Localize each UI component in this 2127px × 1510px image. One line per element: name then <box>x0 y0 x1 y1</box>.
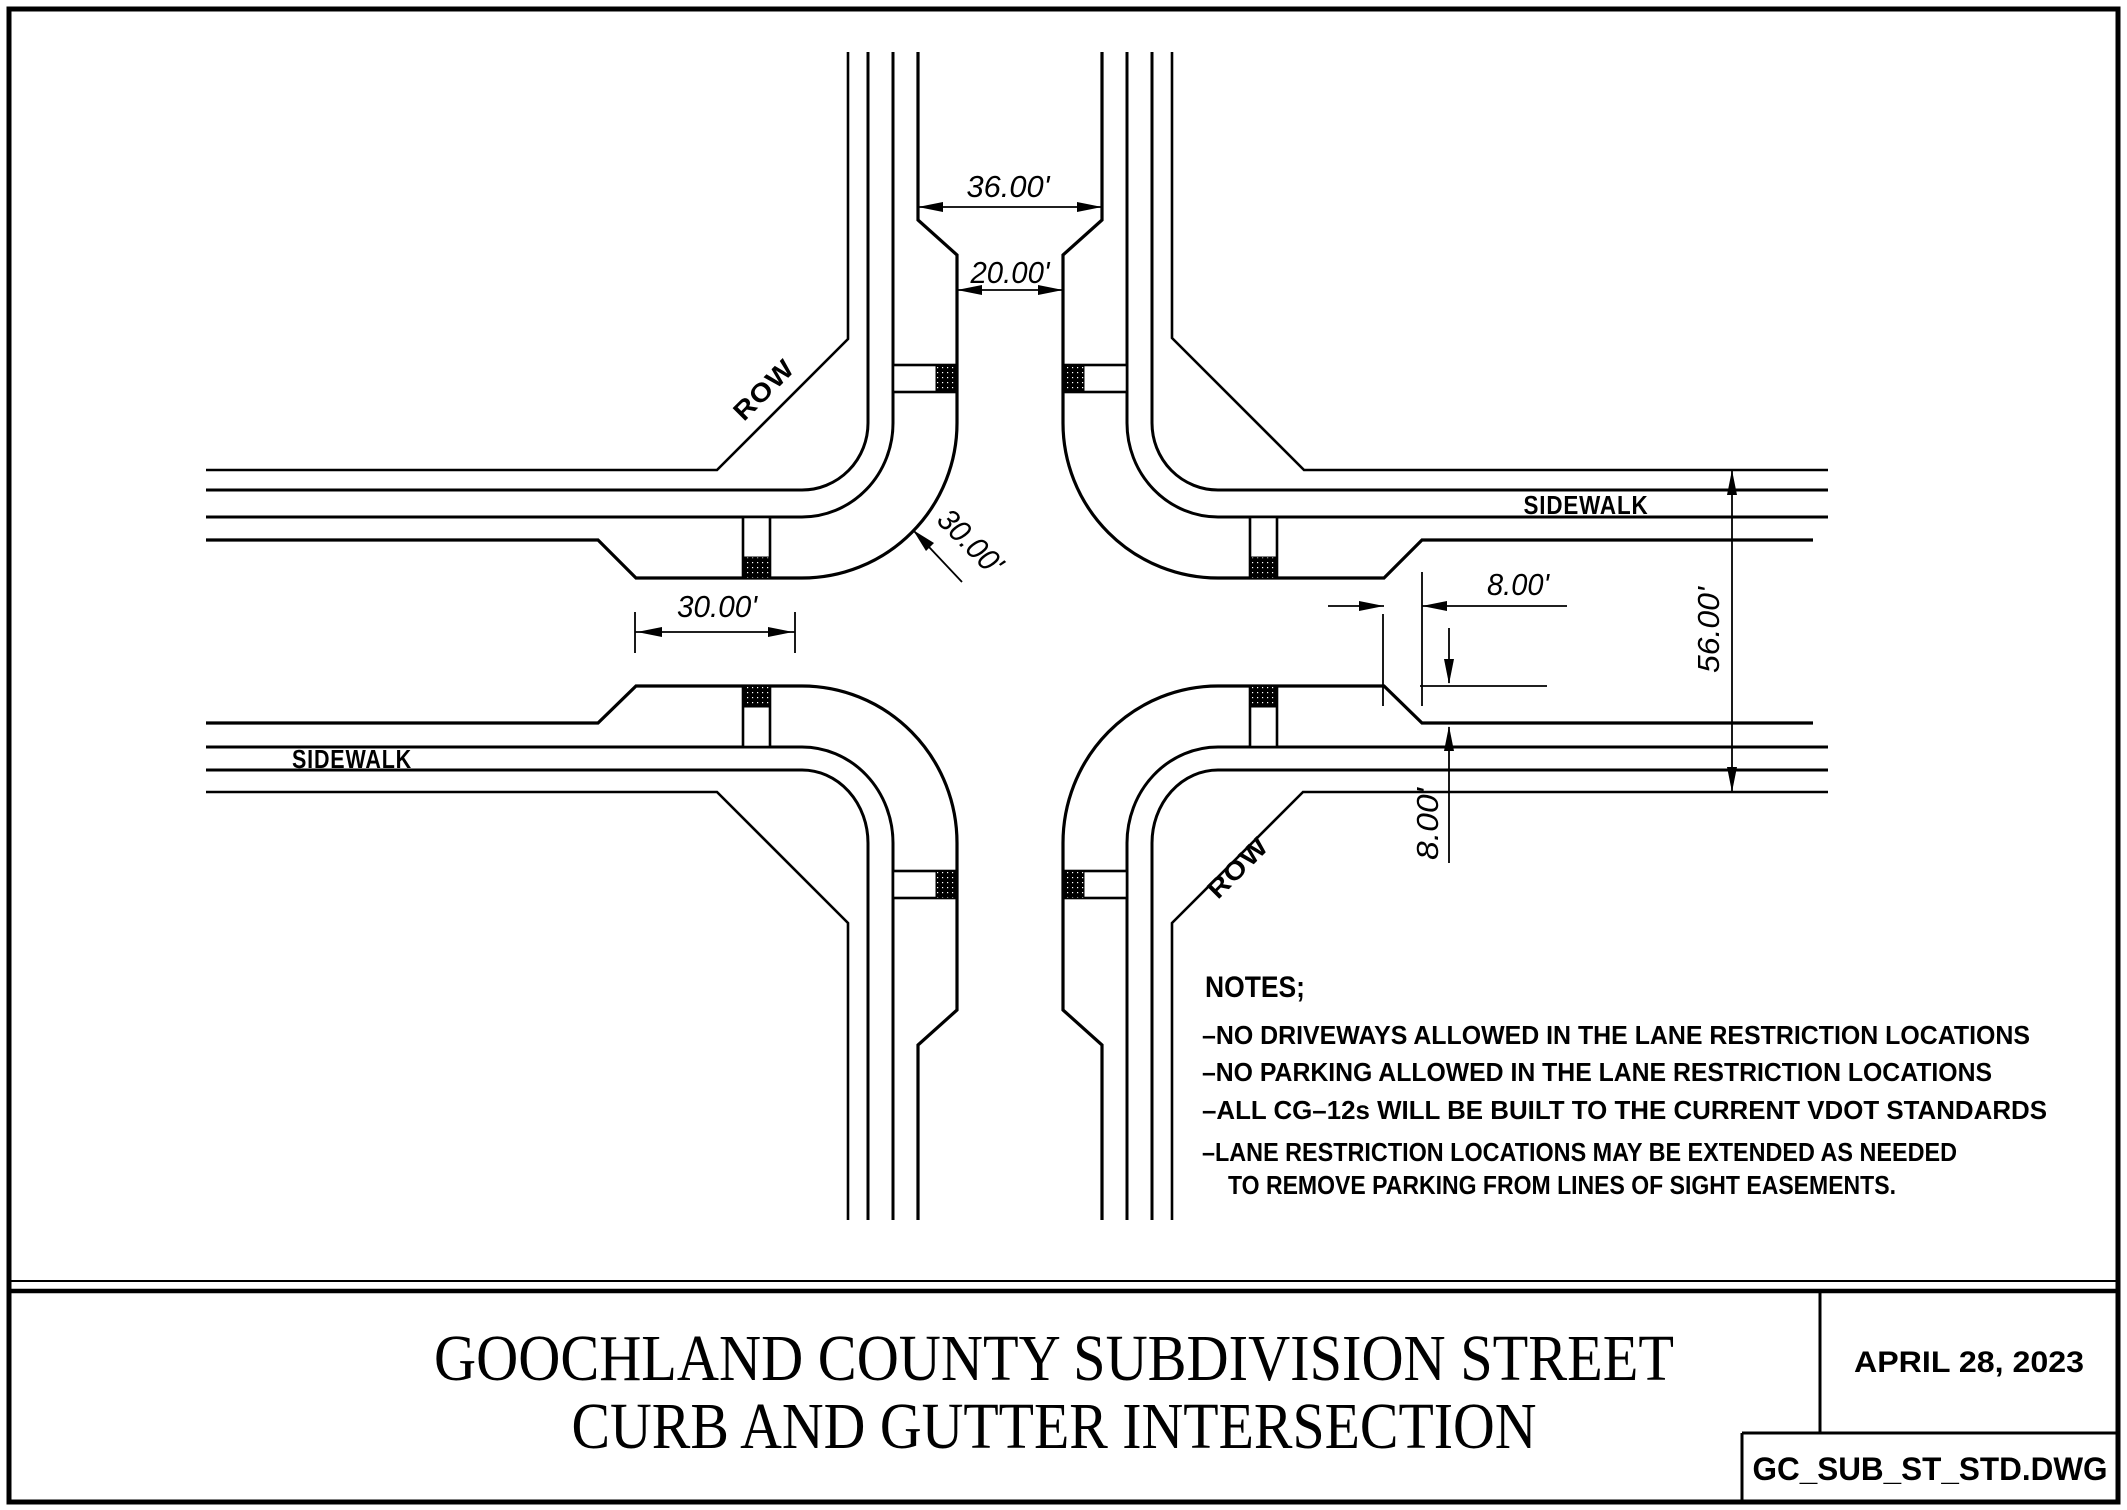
arrow-left-icon <box>637 627 662 637</box>
dim-street-width: 36.00' <box>966 169 1051 204</box>
curb-line-northeast <box>1063 52 1813 578</box>
arrow-right-icon <box>1359 601 1384 611</box>
sidewalk-inner-line-northwest <box>206 52 893 517</box>
row-line-northeast <box>1172 52 1828 470</box>
arrow-down-icon <box>1727 767 1737 792</box>
lane-restriction-block-east-top <box>1250 557 1277 578</box>
row-line-southwest <box>206 792 848 1220</box>
curb-line-northwest <box>206 52 957 578</box>
sidewalk-inner-line-northeast <box>1127 52 1828 517</box>
notes-block <box>1202 971 2047 1200</box>
sidewalk-label-west: SIDEWALK <box>292 744 412 774</box>
arrow-right-icon <box>1077 202 1102 212</box>
arrow-left-icon <box>1422 601 1447 611</box>
dimension-graphics <box>635 202 1737 863</box>
lane-restriction-markers <box>743 365 1277 898</box>
dim-row-to-row: 56.00' <box>1691 589 1726 673</box>
lane-restriction-block-west-bottom <box>743 686 770 707</box>
sheet-date: APRIL 28, 2023 <box>1854 1346 2084 1379</box>
arrow-down-icon <box>1444 659 1454 684</box>
note-line: –ALL CG–12s WILL BE BUILT TO THE CURRENT VDOT STANDARDS <box>1202 1095 2047 1125</box>
sidewalk-inner-line-southwest <box>206 747 893 1220</box>
row-label-northwest: ROW <box>726 358 796 427</box>
sheet-file-name: GC_SUB_ST_STD.DWG <box>1752 1451 2108 1487</box>
note-line: TO REMOVE PARKING FROM LINES OF SIGHT EASEMENTS. <box>1228 1170 1896 1200</box>
arrow-left-icon <box>918 202 943 212</box>
note-line: –LANE RESTRICTION LOCATIONS MAY BE EXTENDED AS NEEDED <box>1202 1137 1957 1167</box>
dim-curb-radius: 30.00' <box>930 501 1015 586</box>
title-block <box>434 1322 2108 1487</box>
dim-restriction-length: 30.00' <box>677 589 759 624</box>
lane-restriction-block-north-right <box>1063 365 1084 392</box>
dim-parking-lane-depth: 8.00' <box>1410 793 1445 860</box>
lane-restriction-block-west-top <box>743 557 770 578</box>
row-label-southeast: ROW <box>1200 836 1270 905</box>
sidewalk-label-east: SIDEWALK <box>1523 490 1649 520</box>
sheet-title-line2: CURB AND GUTTER INTERSECTION <box>571 1390 1537 1463</box>
note-line: –NO DRIVEWAYS ALLOWED IN THE LANE RESTRICTION LOCATIONS <box>1202 1020 2030 1050</box>
lane-restriction-block-south-left <box>936 871 957 898</box>
note-line: –NO PARKING ALLOWED IN THE LANE RESTRICTION LOCATIONS <box>1202 1057 1992 1087</box>
dim-throat-width: 20.00' <box>969 255 1051 290</box>
feature-labels <box>292 353 1649 905</box>
sheet-title-line1: GOOCHLAND COUNTY SUBDIVISION STREET <box>434 1322 1674 1395</box>
sidewalk-outer-line-northwest <box>206 52 868 490</box>
sidewalk-outer-line-southwest <box>206 770 868 1220</box>
lane-restriction-block-east-bottom <box>1250 686 1277 707</box>
lane-restriction-block-north-left <box>936 365 957 392</box>
arrow-up-icon <box>1444 726 1454 751</box>
dim-taper-offset: 8.00' <box>1487 567 1551 602</box>
arrow-right-icon <box>768 627 793 637</box>
sidewalk-outer-line-northeast <box>1152 52 1828 490</box>
arrow-up-icon <box>1727 470 1737 495</box>
lane-restriction-block-south-right <box>1063 871 1084 898</box>
notes-heading: NOTES; <box>1205 971 1305 1004</box>
